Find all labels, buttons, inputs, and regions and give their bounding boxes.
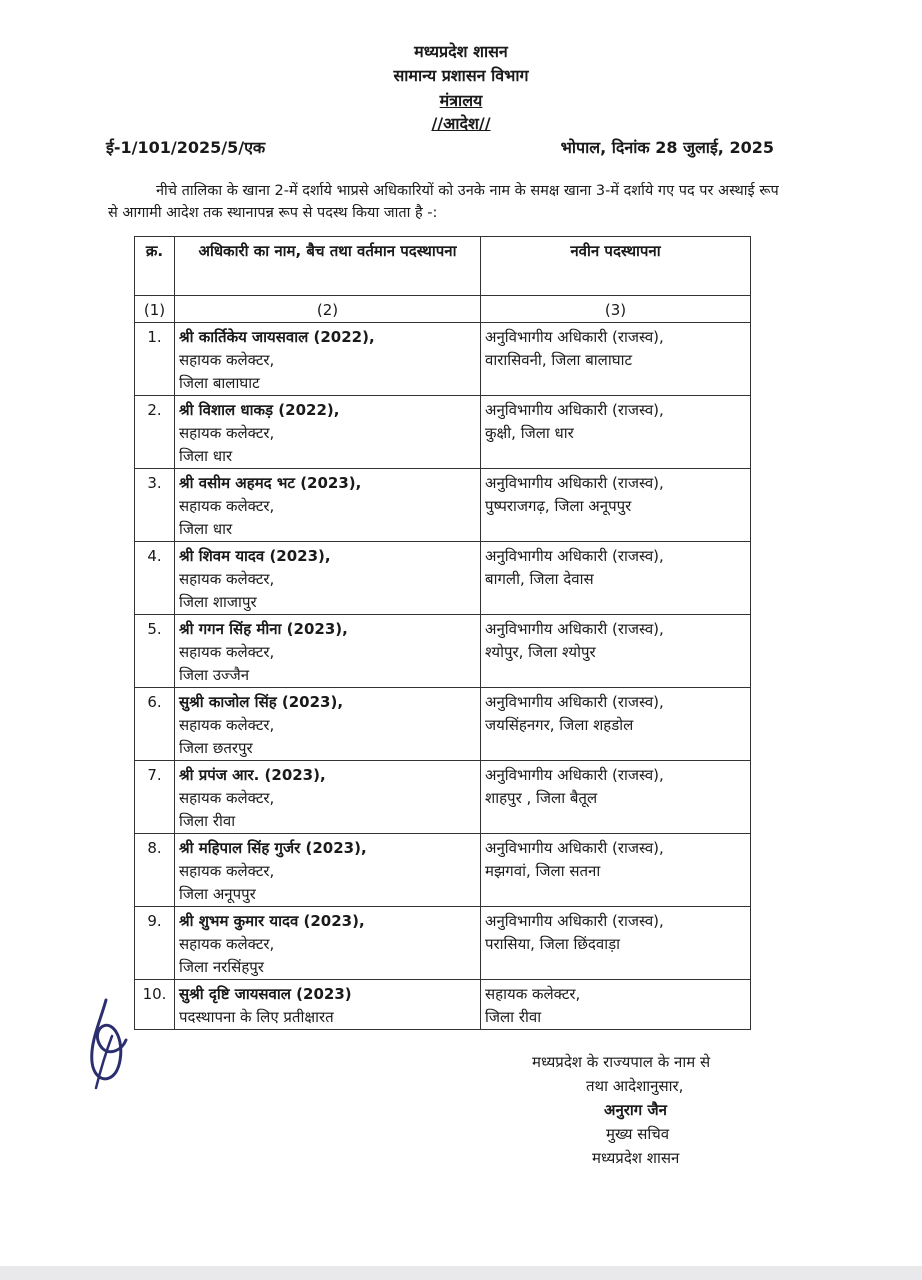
place-date: भोपाल, दिनांक 28 जुलाई, 2025 (560, 138, 774, 157)
table-row (135, 396, 751, 469)
new-location: बागली, जिला देवास (485, 570, 594, 588)
officer-name: सुश्री दृष्टि जायसवाल (2023) (179, 985, 352, 1003)
current-designation: सहायक कलेक्टर, (179, 789, 275, 807)
officer-name: श्री वसीम अहमद भट (2023), (179, 474, 362, 492)
officer-cell (175, 761, 481, 834)
new-post: अनुविभागीय अधिकारी (राजस्व), (485, 693, 664, 711)
header-new-posting: नवीन पदस्थापना (481, 237, 751, 296)
current-district: जिला धार (179, 520, 233, 538)
govt-title: मध्यप्रदेश शासन (414, 42, 508, 61)
new-location: पुष्पराजगढ़, जिला अनूपपुर (485, 497, 632, 515)
current-designation: सहायक कलेक्टर, (179, 424, 275, 442)
current-district: जिला छतरपुर (179, 739, 253, 757)
new-location: कुक्षी, जिला धार (485, 424, 574, 442)
current-district: जिला रीवा (179, 812, 236, 830)
serial-number: 4. (135, 542, 175, 615)
officer-name: श्री कार्तिकेय जायसवाल (2022), (179, 328, 375, 346)
table-row (135, 907, 751, 980)
current-designation: पदस्थापना के लिए प्रतीक्षारत (179, 1008, 334, 1026)
table-row (135, 688, 751, 761)
serial-number: 6. (135, 688, 175, 761)
new-post: अनुविभागीय अधिकारी (राजस्व), (485, 547, 664, 565)
signature-line1: मध्यप्रदेश के राज्यपाल के नाम से (532, 1053, 711, 1071)
table-row (135, 542, 751, 615)
serial-number: 8. (135, 834, 175, 907)
signatory-name: अनुराग जैन (604, 1101, 667, 1119)
officer-cell (175, 542, 481, 615)
current-designation: सहायक कलेक्टर, (179, 351, 275, 369)
current-district: जिला धार (179, 447, 233, 465)
column-number: (1) (135, 296, 175, 323)
current-designation: सहायक कलेक्टर, (179, 935, 275, 953)
officer-cell (175, 396, 481, 469)
new-post: अनुविभागीय अधिकारी (राजस्व), (485, 620, 664, 638)
officer-cell (175, 688, 481, 761)
new-location: परासिया, जिला छिंदवाड़ा (485, 935, 621, 953)
signature-line2: तथा आदेशानुसार, (586, 1077, 684, 1095)
new-location: श्योपुर, जिला श्योपुर (485, 643, 596, 661)
officer-cell (175, 615, 481, 688)
intro-paragraph (108, 180, 788, 224)
serial-number: 7. (135, 761, 175, 834)
serial-number: 10. (135, 980, 175, 1030)
header-sr: क्र. (135, 237, 175, 296)
header-officer: अधिकारी का नाम, बैच तथा वर्तमान पदस्थापना (175, 237, 481, 296)
new-location: वारासिवनी, जिला बालाघाट (485, 351, 633, 369)
current-designation: सहायक कलेक्टर, (179, 643, 275, 661)
officer-name: श्री शिवम यादव (2023), (179, 547, 331, 565)
current-district: जिला बालाघाट (179, 374, 260, 392)
new-location: मझगवां, जिला सतना (485, 862, 601, 880)
new-post: अनुविभागीय अधिकारी (राजस्व), (485, 401, 664, 419)
officer-cell (175, 980, 481, 1030)
officer-name: सुश्री काजोल सिंह (2023), (179, 693, 344, 711)
ministry-title: मंत्रालय (439, 91, 483, 110)
table-row (135, 323, 751, 396)
current-district: जिला उज्जैन (179, 666, 250, 684)
serial-number: 9. (135, 907, 175, 980)
serial-number: 3. (135, 469, 175, 542)
officer-name: श्री प्रपंज आर. (2023), (179, 766, 326, 784)
column-number: (2) (175, 296, 481, 323)
officer-name: श्री शुभम कुमार यादव (2023), (179, 912, 365, 930)
new-location: जिला रीवा (485, 1008, 542, 1026)
serial-number: 1. (135, 323, 175, 396)
current-designation: सहायक कलेक्टर, (179, 716, 275, 734)
new-location: जयसिंहनगर, जिला शहडोल (485, 716, 634, 734)
table-body (135, 323, 751, 1030)
new-posting-cell (481, 761, 751, 834)
officer-name: श्री विशाल धाकड़ (2022), (179, 401, 340, 419)
new-posting-cell (481, 323, 751, 396)
new-post: अनुविभागीय अधिकारी (राजस्व), (485, 474, 664, 492)
new-location: शाहपुर , जिला बैतूल (485, 789, 598, 807)
current-designation: सहायक कलेक्टर, (179, 570, 275, 588)
order-number: ई-1/101/2025/5/एक (106, 138, 266, 157)
order-title: //आदेश// (431, 114, 491, 133)
officer-cell (175, 469, 481, 542)
current-district: जिला नरसिंहपुर (179, 958, 264, 976)
current-district: जिला शाजापुर (179, 593, 257, 611)
new-post: अनुविभागीय अधिकारी (राजस्व), (485, 328, 664, 346)
current-designation: सहायक कलेक्टर, (179, 497, 275, 515)
current-district: जिला अनूपपुर (179, 885, 256, 903)
new-posting-cell (481, 469, 751, 542)
handwritten-initials (78, 992, 138, 1092)
officer-cell (175, 834, 481, 907)
officer-name: श्री महिपाल सिंह गुर्जर (2023), (179, 839, 367, 857)
order-title-wrap (0, 112, 922, 134)
new-post: अनुविभागीय अधिकारी (राजस्व), (485, 839, 664, 857)
table-row (135, 980, 751, 1030)
new-posting-cell (481, 396, 751, 469)
new-posting-cell (481, 688, 751, 761)
ministry-title-wrap (0, 89, 922, 111)
serial-number: 2. (135, 396, 175, 469)
new-post: अनुविभागीय अधिकारी (राजस्व), (485, 912, 664, 930)
column-number: (3) (481, 296, 751, 323)
new-posting-cell (481, 980, 751, 1030)
serial-number: 5. (135, 615, 175, 688)
new-post: अनुविभागीय अधिकारी (राजस्व), (485, 766, 664, 784)
new-post: सहायक कलेक्टर, (485, 985, 581, 1003)
new-posting-cell (481, 907, 751, 980)
column-number-row (135, 296, 751, 323)
table-row (135, 469, 751, 542)
officer-name: श्री गगन सिंह मीना (2023), (179, 620, 348, 638)
signatory-designation: मुख्य सचिव (606, 1125, 670, 1143)
signatory-office: मध्यप्रदेश शासन (592, 1149, 680, 1167)
posting-table (134, 236, 751, 1030)
page-edge (0, 1266, 922, 1280)
table-row (135, 761, 751, 834)
department-title: सामान्य प्रशासन विभाग (393, 66, 529, 85)
officer-cell (175, 907, 481, 980)
new-posting-cell (481, 542, 751, 615)
intro-text: नीचे तालिका के खाना 2-में दर्शाये भाप्रसे अधिकारियों को उनके नाम के समक्ष खाना 3-में दर्शाये गए पद पर अस्थाई रूप से आगामी आदेश तक स्थानापन्न रूप से पदस्थ किया जाता है -: (108, 183, 779, 221)
table-row (135, 834, 751, 907)
table-row (135, 615, 751, 688)
new-posting-cell (481, 834, 751, 907)
current-designation: सहायक कलेक्टर, (179, 862, 275, 880)
table-header-row (135, 237, 751, 296)
officer-cell (175, 323, 481, 396)
new-posting-cell (481, 615, 751, 688)
